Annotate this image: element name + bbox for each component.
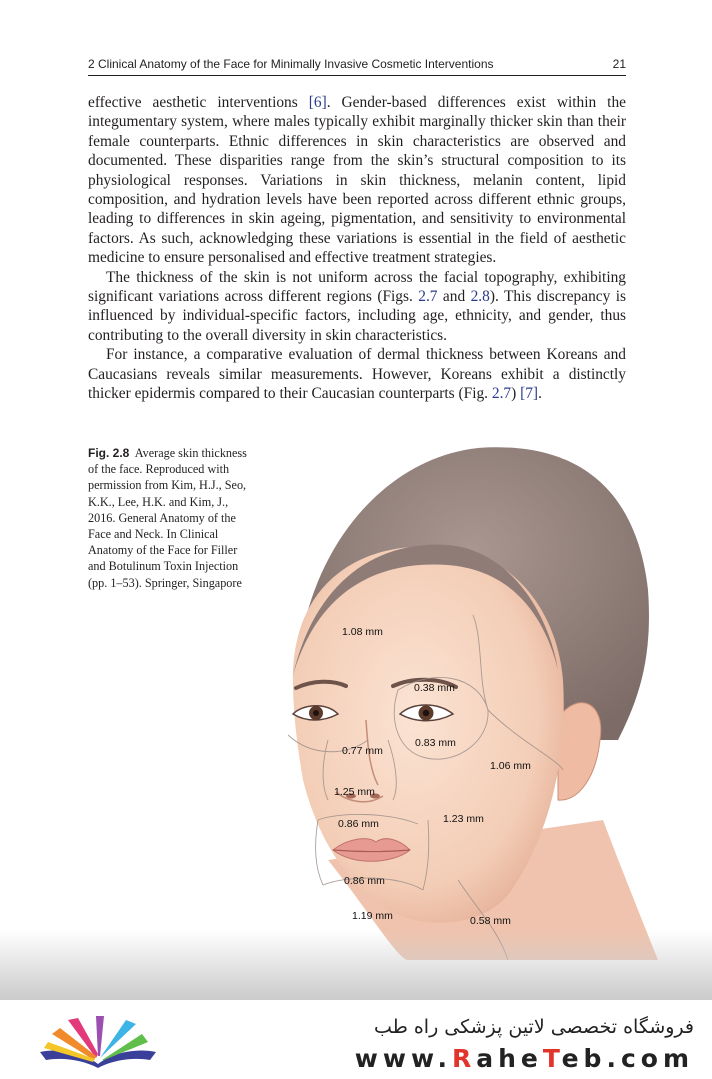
label-nasal-bridge: 0.77 mm [342,745,383,757]
watermark-footer [0,1000,712,1079]
figure-label: Fig. 2.8 [88,446,130,460]
label-lower-lip: 0.86 mm [344,875,385,887]
paragraph: The thickness of the skin is not uniform across the facial topography, exhibiting significant variations across different regions (Figs. 2.7 and 2.8). This discrepancy is influenced by individual-specific factors, including age, ethnicity, and gender, thus contributing to the overall diversity in skin characteristics. [88,268,626,344]
figure-caption [88,445,248,591]
face-drawing [258,440,712,960]
store-url[interactable]: www.RaheTeb.com [354,1044,694,1073]
label-cheek: 1.23 mm [443,813,484,825]
figure-link[interactable]: 2.8 [470,288,490,306]
label-chin: 1.19 mm [352,910,393,922]
label-upper-eyelid: 0.38 mm [414,682,455,694]
label-upper-lip: 0.86 mm [338,818,379,830]
citation-link[interactable]: [6] [308,94,327,111]
book-logo-icon [38,1012,158,1070]
paragraph: effective aesthetic interventions [6]. Gender-based differences exist within the integumentary system, where males typically exhibit marginally thicker skin than their female counterparts. Ethnic differences in skin characteristics are observed and documented. These disparities range from the skin’s structural composition to its physiological responses. Variations in skin thickness, melanin content, lipid composition, and hydration levels have been reported across different ethnic groups, leading to differences in skin ageing, pigmentation, and sensitivity to environmental factors. As such, acknowledging these variations is essential in the field of aesthetic medicine to ensure personalised and effective treatment strategies. [88,94,626,267]
page-fade [0,930,712,1005]
paragraph: For instance, a comparative evaluation of dermal thickness between Koreans and Caucasians reveals similar measurements. However, Koreans exhibit a distinctly thicker epidermis compared to their Caucasian counterparts (Fig. 2.7) [7]. [88,346,626,403]
body-text [88,93,626,404]
citation-link[interactable]: [7] [520,385,539,403]
label-lower-eyelid: 0.83 mm [415,737,456,749]
label-forehead: 1.08 mm [342,626,383,638]
caption-text: Average skin thickness of the face. Reproduced with permission from Kim, H.J., Seo, K.K., Lee, H.K. and Kim, J., 2016. General Anatomy of the Face and Neck. In Clinical Anatomy of the Face for Filler and Botulinum Toxin Injection (pp. 1–53). Springer, Singapore [88,446,247,590]
figure-link[interactable]: 2.7 [418,288,438,306]
store-name: فروشگاه تخصصی لاتین پزشکی راه طب [374,1016,694,1038]
label-jaw: 0.58 mm [470,915,511,927]
running-header [88,55,626,76]
face-illustration [258,440,712,960]
page-number: 21 [612,57,626,71]
label-preauricular: 1.06 mm [490,760,531,772]
figure-link[interactable]: 2.7 [491,385,512,403]
chapter-title: 2 Clinical Anatomy of the Face for Minimally Invasive Cosmetic Interventions [88,57,494,71]
label-nasal-tip: 1.25 mm [334,786,375,798]
